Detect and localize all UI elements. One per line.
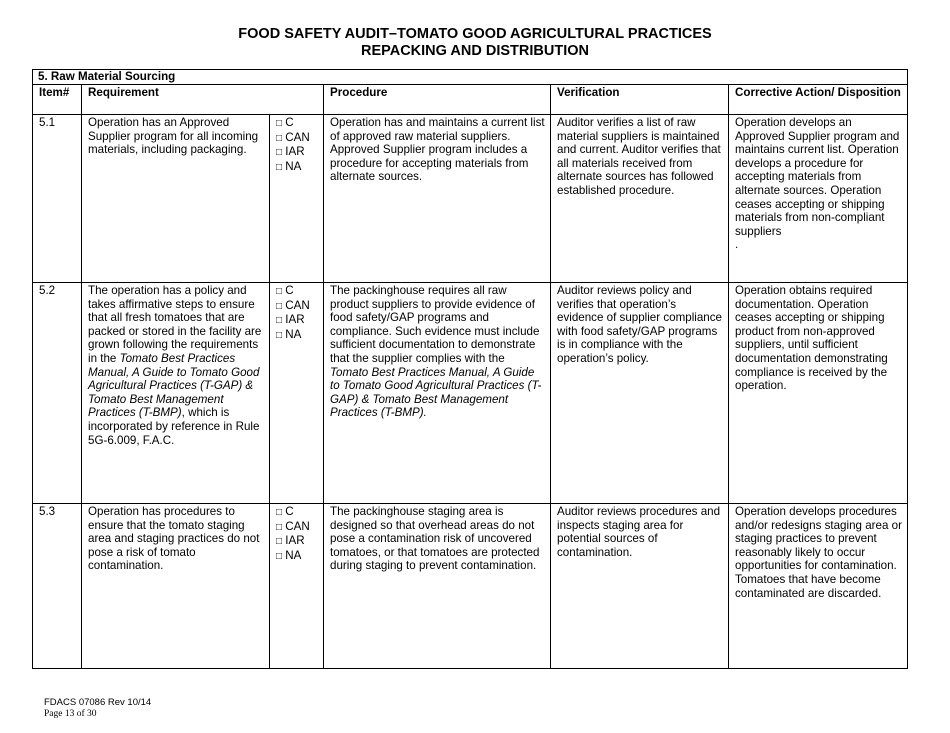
header-verification: Verification <box>551 85 729 115</box>
column-header-row <box>33 85 908 115</box>
requirement-text: Operation has procedures to ensure that the tomato staging area and staging practices do not pose a risk of tomato contamination. <box>82 504 270 669</box>
checkbox-icon[interactable]: □ <box>276 315 283 327</box>
rating-option-c[interactable]: □ C <box>276 116 294 129</box>
rating-option-iar[interactable]: □ IAR <box>276 145 305 159</box>
checkbox-icon[interactable]: □ <box>276 147 283 159</box>
table-row <box>33 115 908 283</box>
checkbox-icon[interactable]: □ <box>276 300 283 312</box>
rating-option-c[interactable]: □ C <box>276 505 294 518</box>
rating-option-na[interactable]: □ NA <box>276 548 302 562</box>
item-number: 5.1 <box>33 115 82 283</box>
page-title-line-2: REPACKING AND DISTRIBUTION <box>361 43 589 59</box>
rating-option-can[interactable]: □ CAN <box>276 298 310 312</box>
corrective-action-stray-period: . <box>735 238 739 252</box>
checkbox-icon[interactable]: □ <box>276 132 283 144</box>
rating-options <box>270 283 324 504</box>
rating-option-can[interactable]: □ CAN <box>276 519 310 533</box>
rating-option-c[interactable]: □ C <box>276 284 294 297</box>
manual-title-italic: Tomato Best Practices Manual, A Guide to Tomato Good Agricultural Practices (T-GAP) & Tomato Best Management Practices (T-BMP). <box>330 365 542 420</box>
verification-text: Auditor reviews procedures and inspects staging area for potential sources of contamination. <box>551 504 729 669</box>
rating-option-iar[interactable]: □ IAR <box>276 313 305 327</box>
checkbox-icon[interactable]: □ <box>276 507 283 518</box>
header-corrective-action: Corrective Action/ Disposition <box>729 85 908 115</box>
item-number: 5.2 <box>33 283 82 504</box>
rating-option-na[interactable]: □ NA <box>276 327 302 341</box>
rating-options <box>270 115 324 283</box>
rating-option-na[interactable]: □ NA <box>276 159 302 173</box>
rating-option-can[interactable]: □ CAN <box>276 130 310 144</box>
checkbox-icon[interactable]: □ <box>276 521 283 533</box>
table-row <box>33 504 908 669</box>
header-requirement: Requirement <box>82 85 324 115</box>
form-id: FDACS 07086 Rev 10/14 <box>44 697 152 708</box>
page-title-line-1: FOOD SAFETY AUDIT–TOMATO GOOD AGRICULTURAL PRACTICES <box>238 26 712 42</box>
checkbox-icon[interactable]: □ <box>276 118 283 129</box>
checkbox-icon[interactable]: □ <box>276 286 283 297</box>
corrective-action-text: Operation obtains required documentation. Operation ceases accepting or shipping product from non-approved suppliers, until sufficient documentation demonstrating compliance is received by the operation. <box>729 283 908 504</box>
procedure-text: The packinghouse staging area is designed so that overhead areas do not pose a contamination risk of uncovered tomatoes, or that tomatoes are protected during staging to prevent contamination. <box>324 504 551 669</box>
rating-option-iar[interactable]: □ IAR <box>276 534 305 548</box>
audit-table <box>32 69 908 669</box>
corrective-action-cell <box>729 115 908 283</box>
checkbox-icon[interactable]: □ <box>276 536 283 548</box>
procedure-text: Operation has and maintains a current list of approved raw material suppliers. Approved Supplier program includes a procedure for accepting materials from alternate sources. <box>324 115 551 283</box>
checkbox-icon[interactable]: □ <box>276 329 283 341</box>
requirement-text: The operation has a policy and takes affirmative steps to ensure that all fresh tomatoes that are packed or stored in the facility are grown following the requirements in the Tomato Best Practices Manual, A Guide to Tomato Good Agricultural Practices (T-GAP) & Tomato Best Management Practices (T-BMP), which is incorporated by reference in Rule 5G-6.009, F.A.C. <box>82 283 270 504</box>
checkbox-icon[interactable]: □ <box>276 161 283 173</box>
verification-text: Auditor verifies a list of raw material suppliers is maintained and current. Auditor verifies that all materials received from alternate sources has followed established procedure. <box>551 115 729 283</box>
corrective-action-text: Operation develops procedures and/or redesigns staging area or staging practices to prevent reasonably likely to occur opportunities for contamination. Tomatoes that have become contaminated are discarded. <box>729 504 908 669</box>
procedure-text: The packinghouse requires all raw product suppliers to provide evidence of food safety/GAP programs and compliance. Such evidence must include sufficient documentation to demonstrate that the supplier complies with the Tomato Best Practices Manual, A Guide to Tomato Good Agricultural Practices (T-GAP) & Tomato Best Management Practices (T-BMP). <box>324 283 551 504</box>
section-header-row <box>33 70 908 85</box>
header-procedure: Procedure <box>324 85 551 115</box>
manual-title-italic: Tomato Best Practices Manual, A Guide to Tomato Good Agricultural Practices (T-GAP) & Tomato Best Management Practices (T-BMP) <box>88 351 260 420</box>
page-number: Page 13 of 30 <box>44 709 97 719</box>
corrective-action-text: Operation develops an Approved Supplier program and maintains current list. Operation develops a procedure for accepting materials from alternate sources. Operation ceases accepting or shipping materials from non-compliant suppliers <box>735 116 900 238</box>
header-item: Item# <box>33 85 82 115</box>
checkbox-icon[interactable]: □ <box>276 550 283 562</box>
rating-options <box>270 504 324 669</box>
section-title: 5. Raw Material Sourcing <box>33 70 908 85</box>
table-row <box>33 283 908 504</box>
requirement-text: Operation has an Approved Supplier program for all incoming materials, including packaging. <box>82 115 270 283</box>
item-number: 5.3 <box>33 504 82 669</box>
verification-text: Auditor reviews policy and verifies that operation’s evidence of supplier compliance with food safety/GAP programs is in compliance with the operation’s policy. <box>551 283 729 504</box>
